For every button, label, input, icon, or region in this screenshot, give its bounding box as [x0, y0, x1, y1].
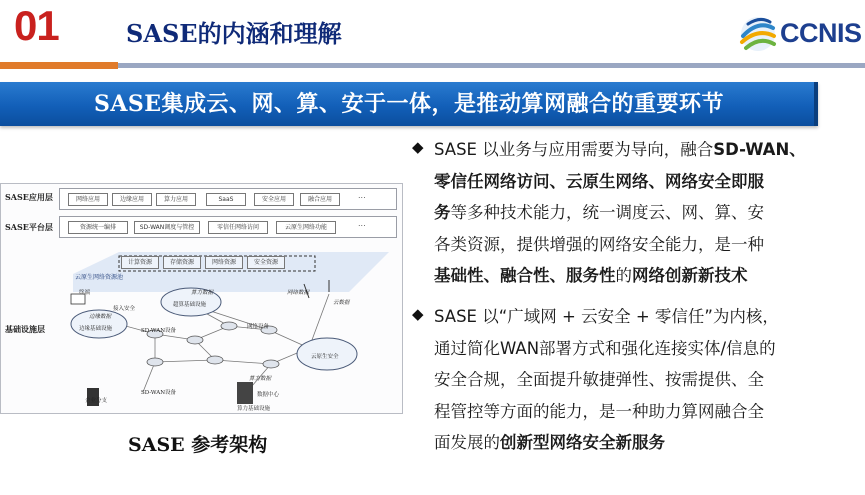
platform-chip: SD-WAN调度与管控	[134, 221, 200, 234]
infra-label-edge-cloud: 边缘基础设施	[79, 326, 113, 332]
infra-label-terminal: 终端	[79, 290, 91, 296]
bullet-text-bold: 务	[434, 203, 451, 222]
infra-label-datacenter: 数据中心	[257, 392, 280, 398]
header-rule-accent	[0, 62, 118, 69]
platform-chip: 零信任网络访问	[208, 221, 268, 234]
layer-label-platform: SASE平台层	[5, 222, 53, 232]
bullet-line	[434, 335, 776, 359]
layer-label-infra: 基础设施层	[5, 324, 45, 334]
pool-label: 云原生网络资源池	[75, 274, 124, 281]
bullet-text-bold: 网络创新新技术	[632, 266, 748, 285]
globe-icon	[738, 14, 778, 54]
app-layer-box	[59, 188, 397, 210]
app-chip: 安全应用	[254, 193, 294, 206]
bullet-text-bold: 创新型网络安全新服务	[500, 433, 665, 452]
bullet-text-bold: 基础性、融合性、服务性	[434, 266, 616, 285]
bullet-line	[434, 303, 779, 327]
platform-layer-box	[59, 216, 397, 238]
bullet-text: 等多种技术能力，统一调度云、网、算、安	[450, 203, 764, 222]
platform-chip: 资源统一编排	[68, 221, 128, 234]
page-title: SASE的内涵和理解	[126, 19, 342, 48]
app-chip: 融合应用	[300, 193, 340, 206]
bullet-line	[434, 136, 806, 160]
infra-label-compute-data: 算力数据	[191, 290, 214, 296]
more-dots: ...	[358, 219, 366, 228]
bullet-text: 通过简化WAN部署方式和强化连接实体/信息的	[434, 338, 776, 358]
app-chip: 算力应用	[156, 193, 196, 206]
more-dots: ...	[358, 191, 366, 200]
bullet-text: SASE 以“广域网 + 云安全 + 零信任”为内核，	[434, 307, 779, 326]
infra-label-sdwan: SD-WAN设备	[141, 328, 177, 334]
ccnis-logo	[738, 12, 862, 56]
infra-label-network-device: 网络设备	[247, 324, 270, 330]
pool-chip: 计算资源	[121, 256, 159, 269]
bullet-line	[434, 231, 764, 255]
bullet-text: 面发展的	[434, 433, 500, 452]
bullet-text: SASE 以业务与应用需要为导向，融合	[434, 140, 714, 159]
bullet-text: 安全合规，全面提升敏捷弹性、按需提供、全	[434, 370, 764, 389]
logo-text: CCNIS	[780, 18, 862, 48]
infra-label-branch: 企业分支	[85, 398, 108, 404]
diagram-caption: SASE 参考架构	[128, 434, 268, 456]
pool-chip: 存储资源	[163, 256, 201, 269]
bullet-diamond-icon: ◆	[412, 305, 424, 323]
layer-label-app: SASE应用层	[5, 192, 53, 202]
infra-label-cloud-security: 云原生安全	[311, 354, 339, 360]
pool-chip: 安全资源	[247, 256, 285, 269]
headline-banner	[0, 82, 818, 126]
bullet-diamond-icon: ◆	[412, 138, 424, 156]
sase-architecture-diagram	[0, 183, 403, 414]
bullet-line	[434, 366, 764, 390]
infra-label-compute-infra: 算力基础设施	[237, 406, 271, 412]
bullet-text-bold: 零信任网络访问、云原生网络、网络安全即服	[434, 171, 764, 191]
bullet-text: 程管控等方面的能力，是一种助力算网融合全	[434, 401, 764, 421]
bullet-line	[434, 398, 764, 422]
app-chip: SaaS	[206, 193, 246, 206]
bullet-text-bold: SD-WAN、	[713, 140, 806, 159]
infra-label-sdwan-2: SD-WAN设备	[141, 390, 177, 396]
app-chip: 网络应用	[68, 193, 108, 206]
pool-chip: 网络资源	[205, 256, 243, 269]
infra-label-edge-data: 边缘数据	[89, 314, 112, 320]
app-chip: 边缘应用	[112, 193, 152, 206]
bullet-line	[434, 199, 764, 223]
banner-text: SASE集成云、网、算、安于一体，是推动算网融合的重要环节	[93, 91, 725, 117]
slide-number: 01	[14, 2, 59, 49]
header-rule	[118, 63, 865, 68]
bullet-line	[434, 168, 764, 192]
infra-label-compute-data-2: 算力数据	[249, 376, 272, 382]
infra-label-cloud-data: 云数据	[333, 300, 350, 306]
bullet-line	[434, 262, 748, 286]
platform-chip: 云原生网络功能	[276, 221, 336, 234]
bullet-line	[434, 429, 665, 453]
bullet-text: 各类资源，提供增强的网络安全能力，是一种	[434, 234, 764, 254]
bullet-text: 的	[615, 266, 632, 285]
infra-label-network-data: 网络数据	[287, 290, 310, 296]
infra-label-gpu-cloud: 超算基础设施	[173, 302, 207, 308]
infra-label-access: 接入安全	[113, 306, 136, 312]
